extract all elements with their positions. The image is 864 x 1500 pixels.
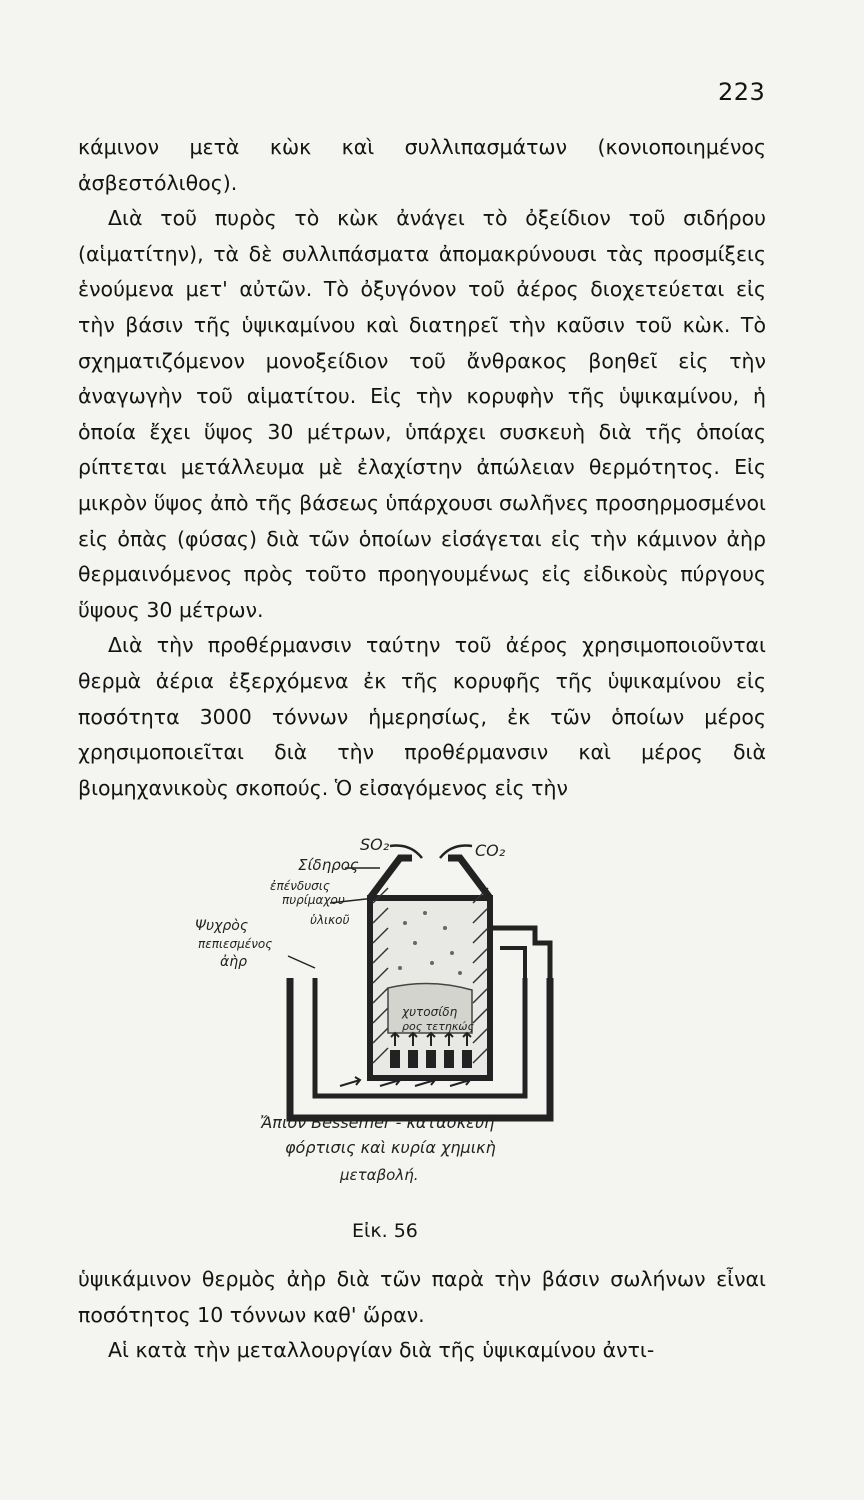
right-pipe-inner xyxy=(500,948,525,978)
converter-cone xyxy=(370,858,490,898)
chytos-label-1: χυτοσίδη xyxy=(402,1005,458,1019)
tail-paragraph-2: Αἱ κατὰ τὴν μεταλλουργίαν διὰ τῆς ὑψικαμίνου ἀντι- xyxy=(108,1338,655,1363)
pepiesmenos-label: πεπιεσμένος xyxy=(198,937,273,951)
chytos-label-2: ρος τετηκώς xyxy=(402,1020,474,1033)
so2-label: SO₂ xyxy=(360,835,390,854)
figure-caption: Εἰκ. 56 xyxy=(352,1220,418,1242)
converter-drawing xyxy=(190,828,610,1188)
paragraph-1: κάμινον μετὰ κὼκ καὶ συλλιπασμάτων (κονιοποιημένος ἀσβεστόλιθος). xyxy=(78,135,766,195)
tail-text xyxy=(78,1262,766,1369)
handwritten-caption-1: Ἄπιον Bessemer - κατασκευὴ xyxy=(260,1113,495,1132)
tail-paragraph-1: ὑψικάμινον θερμὸς ἀὴρ διὰ τῶν παρὰ τὴν βάσιν σωλήνων εἶναι ποσότητος 10 τόννων καθ' ὥραν. xyxy=(78,1267,766,1327)
ependysis-label-1: ἐπένδυσις xyxy=(270,879,330,893)
ependysis-label-3: ὑλικοῦ xyxy=(310,913,350,927)
sidiros-label: Σίδηρος xyxy=(298,856,359,874)
psychros-label: Ψυχρὸς xyxy=(195,918,249,934)
handwritten-caption-3: μεταβολή. xyxy=(340,1166,419,1184)
ependysis-label-2: πυρίμαχου xyxy=(282,893,345,907)
page-number: 223 xyxy=(718,78,766,106)
right-pipe xyxy=(490,928,550,978)
paragraph-3: Διὰ τὴν προθέρμανσιν ταύτην τοῦ ἀέρος χρησιμοποιοῦνται θερμὰ ἀέρια ἐξερχόμενα ἐκ τῆς κορυφῆς τῆς ὑψικαμίνου εἰς ποσότητα 3000 τόννων ἡμερησίως, ἐκ τῶν ὁποίων μέρος χρησιμοποιεῖται διὰ τὴν προθέρμανσιν καὶ μέρος διὰ βιομηχανικοὺς σκοπούς. Ὁ εἰσαγόμενος εἰς τὴν xyxy=(78,633,766,800)
co2-label: CO₂ xyxy=(475,841,506,860)
air-label: ἀὴρ xyxy=(220,954,247,970)
bessemer-converter-figure xyxy=(190,828,610,1188)
handwritten-caption-2: φόρτισις καὶ κυρία χημικὴ xyxy=(285,1138,496,1157)
paragraph-2: Διὰ τοῦ πυρὸς τὸ κὼκ ἀνάγει τὸ ὀξείδιον τοῦ σιδήρου (αἱματίτην), τὰ δὲ συλλιπάσματα ἀπομακρύνουσι τὰς προσμίξεις ἑνούμενα μετ' αὐτῶν. Τὸ ὀξυγόνον τοῦ ἀέρος διοχετεύεται εἰς τὴν βάσιν τῆς ὑψικαμίνου καὶ διατηρεῖ τὴν καῦσιν τοῦ κὼκ. Τὸ σχηματιζόμενον μονοξείδιον τοῦ ἄνθρακος βοηθεῖ εἰς τὴν ἀναγωγὴν τοῦ αἱματίτου. Εἰς τὴν κορυφὴν τῆς ὑψικαμίνου, ἡ ὁποία ἔχει ὕψος 30 μέτρων, ὑπάρχει συσκευὴ διὰ τῆς ὁποίας ρίπτεται μετάλλευμα μὲ ἐλαχίστην ἀπώλειαν θερμότητος. Εἰς μικρὸν ὕψος ἀπὸ τῆς βάσεως ὑπάρχουσι σωλῆνες προσηρμοσμένοι εἰς ὀπὰς (φύσας) διὰ τῶν ὁποίων εἰσάγεται εἰς τὴν κάμινον ἀὴρ θερμαινόμενος πρὸς τοῦτο προηγουμένως εἰς εἰδικοὺς πύργους ὕψους 30 μέτρων. xyxy=(78,206,766,622)
body-text xyxy=(78,130,766,806)
